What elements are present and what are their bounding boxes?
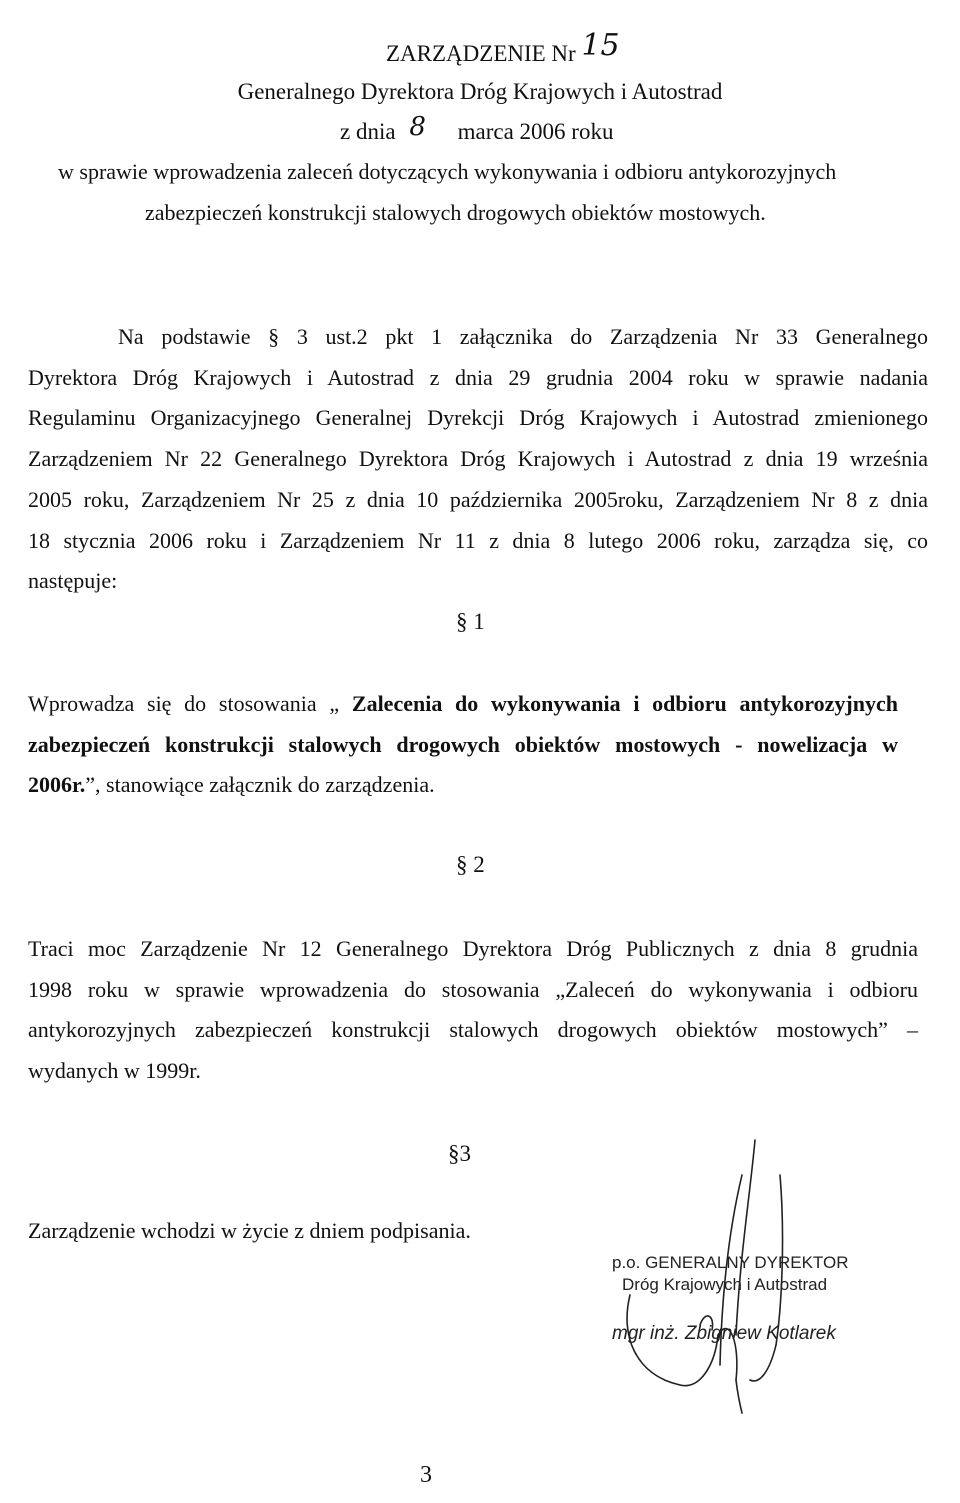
preamble-line: Zarządzeniem Nr 22 Generalnego Dyrektora Dróg Krajowych i Autostrad z dnia 19 września [28,446,928,472]
document-title [386,28,620,69]
subject-line-1: w sprawie wprowadzenia zaleceń dotyczących wykonywania i odbioru antykorozyjnych [58,159,837,184]
section-1-bold-line: zabezpieczeń konstrukcji stalowych drogowych obiektów mostowych - nowelizacja w [28,731,898,757]
preamble-line: Dyrektora Dróg Krajowych i Autostrad z dnia 29 grudnia 2004 roku w sprawie nadania [28,364,928,390]
section-1-bold-text: Zalecenia do wykonywania i odbioru antykorozyjnych [351,691,898,716]
handwritten-day: 8 [409,112,426,142]
issuer-line: Generalnego Dyrektora Dróg Krajowych i Autostrad [237,79,723,104]
preamble-line: 18 stycznia 2006 roku i Zarządzeniem Nr 11 z dnia 8 lutego 2006 roku, zarządza się, co [28,527,928,553]
section-1-paragraph [28,684,898,806]
subject-line-2: zabezpieczeń konstrukcji stalowych drogowych obiektów mostowych. [145,200,766,225]
section-1-heading: § 1 [456,609,485,634]
handwritten-number: 15 [581,28,620,63]
section-2-paragraph [28,929,918,1092]
preamble-line: następuje: [28,568,118,594]
section-1-tail-text: ”, stanowiące załącznik do zarządzenia. [85,772,435,798]
section-2-line: wydanych w 1999r. [28,1058,201,1084]
section-2-line: Traci moc Zarządzenie Nr 12 Generalnego Dyrektora Dróg Publicznych z dnia 8 grudnia [28,936,918,961]
preamble-line: Na podstawie § 3 ust.2 pkt 1 załącznika do Zarządzenia Nr 33 Generalnego [118,324,928,349]
title-prefix: ZARZĄDZENIE Nr [386,41,576,66]
section-1-line [28,684,898,725]
handwritten-signature [590,1135,850,1415]
preamble-line: Regulaminu Organizacyjnego Generalnej Dyrekcji Dróg Krajowych i Autostrad zmienionego [28,405,928,431]
page-number: 3 [420,1462,432,1488]
stamp-institution: Dróg Krajowych i Autostrad [622,1275,828,1294]
preamble-line: 2005 roku, Zarządzeniem Nr 25 z dnia 10 października 2005roku, Zarządzeniem Nr 8 z dnia [28,486,928,512]
date-prefix: z dnia [340,119,396,144]
section-1-line [28,765,898,806]
section-3-heading: §3 [448,1141,471,1166]
section-1-bold-text: 2006r. [28,772,86,798]
section-2-line: antykorozyjnych zabezpieczeń konstrukcji stalowych drogowych obiektów mostowych” – [28,1017,918,1043]
section-3-text: Zarządzenie wchodzi w życie z dniem podpisania. [28,1218,471,1243]
section-2-heading: § 2 [456,852,485,877]
stamp-name: mgr inż. Zbigniew Kotlarek [612,1323,836,1344]
section-2-line: 1998 roku w sprawie wprowadzenia do stosowania „Zaleceń do wykonywania i odbioru [28,976,918,1002]
date-suffix: marca 2006 roku [457,119,614,144]
preamble-paragraph [28,317,928,602]
stamp-title: p.o. GENERALNY DYREKTOR [612,1253,849,1272]
section-1-lead-text: Wprowadza się do stosowania „ [28,691,352,716]
date-line [340,112,614,146]
